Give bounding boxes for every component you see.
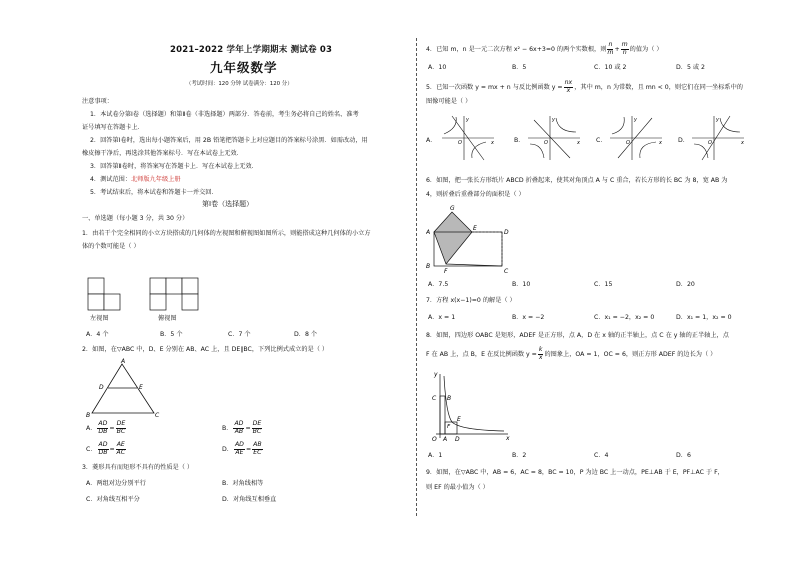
column-divider <box>416 38 417 516</box>
axis-y-label: y <box>552 117 555 123</box>
option-a-letter: A． <box>426 137 437 144</box>
option-a: A．4 个 <box>86 331 109 338</box>
option-d: D．对角线互相垂直 <box>222 496 277 503</box>
cube-face <box>150 278 166 294</box>
q8-figure <box>430 370 512 444</box>
label-b: B <box>86 412 91 418</box>
hyperbola-branch <box>720 118 740 132</box>
part-title: 一、单选题（每小题 3 分，共 30 分） <box>82 215 189 222</box>
option-c: C．x₁ = −2，x₂ = 0 <box>594 314 655 321</box>
label-c: C <box>432 395 437 402</box>
q6-stem: 4，则折叠后重叠部分的面积是（ ） <box>426 191 525 198</box>
note-line: 橡皮擦干净后，再选涂其他答案标号．写在本试卷上无效． <box>82 150 243 157</box>
cube-face <box>182 278 198 294</box>
q3-stem: 3．菱形具有而矩形不具有的性质是（ ） <box>82 464 194 471</box>
label-g: G <box>450 205 455 212</box>
label-o: O <box>432 436 437 443</box>
label-a: A <box>426 229 431 236</box>
option-b-letter: B． <box>514 137 525 144</box>
axis-x-label: x <box>659 140 662 146</box>
label-b: B <box>447 395 452 402</box>
option-b: B．对角线相等 <box>222 480 264 487</box>
q1-figure <box>86 276 236 314</box>
option-c: C．4 <box>594 452 609 459</box>
axis-y-label: y <box>634 117 637 123</box>
q4-stem: 4．已知 m，n 是一元二次方程 x² − 6x+3=0 的两个实数根，则 $\frac{n}{m}$ + $\frac{m}{n}$ 的值为（ ） <box>426 41 663 56</box>
hyperbola-branch <box>694 144 708 158</box>
label-y: y <box>434 371 438 378</box>
option-d: D．20 <box>676 281 695 288</box>
label-a: A <box>121 358 126 365</box>
q8-stem: 8．如图，四边形 OABC 是矩形，ADEF 是正方形，点 A，D 在 x 轴的正半轴上，点 C 在 y 轴的正半轴上，点 <box>426 332 729 339</box>
cube-face <box>88 278 104 294</box>
cube-face <box>182 294 198 310</box>
option-a: A．10 <box>428 64 447 71</box>
q9-stem: 9．如图，在▽ABC 中，AB = 6，AC = 8，BC = 10，P 为边 BC 上一动点，PE⊥AB 于 E，PF⊥AC 于 F， <box>426 469 724 476</box>
label-d: D <box>504 229 509 236</box>
label-c: C <box>504 268 509 274</box>
axis-x-label: x <box>577 140 580 146</box>
axis-x-label: x <box>491 140 494 146</box>
label-c: C <box>155 412 160 418</box>
label-e: E <box>473 225 477 232</box>
line-graph <box>534 120 570 158</box>
axis-x-label: x <box>741 140 744 146</box>
option-a: A．1 <box>428 452 443 459</box>
option-d-letter: D． <box>678 137 689 144</box>
option-b: B．10 <box>512 281 531 288</box>
option-d: D．8 个 <box>294 331 318 338</box>
label-d: D <box>455 436 460 443</box>
q5-graph-c <box>606 114 666 162</box>
origin-label: O <box>708 140 712 146</box>
option-d: D．x₁ = 1，x₂ = 0 <box>676 314 732 321</box>
option-a: A． $\frac{AD}{DB}$ = $\frac{DE}{BC}$ <box>86 420 126 435</box>
option-a: A．x = 1 <box>428 314 456 321</box>
option-b: B．2 <box>512 452 527 459</box>
hyperbola-branch <box>556 118 576 132</box>
q6-stem: 6．如图，把一张长方形纸片 ABCD 折叠起来，使其对角顶点 A 与 C 重合，若长方形的长 BC 为 8，宽 AB 为 <box>426 177 728 184</box>
q2-triangle-figure <box>86 358 168 418</box>
label-d: D <box>99 384 104 391</box>
q1-left-view-caption: 左视图 <box>90 315 109 322</box>
q5-graph-b <box>524 114 584 162</box>
q1-stem: 1．由若干个完全相同的小立方块搭成的几何体的左视图和俯视图如图所示，则能搭成这种几何体的小立方 <box>82 230 371 237</box>
hyperbola-branch <box>472 142 486 158</box>
label-x: x <box>506 435 510 442</box>
label-a: A <box>443 436 448 443</box>
option-c: C． $\frac{AD}{DB}$ = $\frac{AE}{AC}$ <box>86 441 126 456</box>
cube-face <box>88 294 104 310</box>
hyperbola-branch <box>530 144 544 158</box>
note-line <box>90 176 181 184</box>
option-b: B． $\frac{AD}{AB}$ = $\frac{DE}{BC}$ <box>222 420 262 435</box>
option-c: C．7 个 <box>228 331 251 338</box>
option-d: D．5 或 2 <box>676 64 705 71</box>
option-c: C．15 <box>594 281 613 288</box>
note-line: 5．考试结束后，将本试卷和答题卡一并交回． <box>90 189 218 196</box>
label-e: E <box>457 416 461 423</box>
label-b: B <box>426 263 431 270</box>
option-d: D．6 <box>676 452 691 459</box>
section-title: 第Ⅰ卷（选择题） <box>202 200 254 208</box>
hyperbola-branch <box>640 142 656 158</box>
q5-graph-a <box>438 114 498 162</box>
origin-label: O <box>458 140 462 146</box>
cube-face <box>104 294 120 310</box>
q5-stem: 5．已知一次函数 y = mx + n 与反比例函数 y = $\frac{nx}{x}$ ，其中 m，n 为常数，且 mn < 0，则它们在同一坐标系中的 <box>426 79 743 94</box>
option-b: B．5 个 <box>160 331 183 338</box>
option-c: C．对角线互相平分 <box>86 496 140 503</box>
note-line: 1．本试卷分第Ⅰ卷（选择题）和第Ⅱ卷（非选择题）两部分．答卷前，考生务必将自己的姓名、准考 <box>90 111 359 118</box>
axis-y-label: y <box>466 117 469 123</box>
origin-label: O <box>626 140 630 146</box>
note-range-label: 4．测试范围： <box>90 176 132 183</box>
q1-top-view-caption: 俯视图 <box>158 315 177 322</box>
origin-label: O <box>544 140 548 146</box>
overlap-region <box>434 212 472 264</box>
axis-y-label: y <box>716 117 719 123</box>
option-b: B．5 <box>512 64 527 71</box>
rectangle-oabc <box>440 396 445 434</box>
note-line: 3．回答第Ⅱ卷时，将答案写在答题卡上．写在本试卷上无效． <box>90 163 258 170</box>
q6-fold-figure <box>426 204 516 274</box>
q8-stem: F 在 AB 上，点 B，E 在反比例函数 y = $\frac{k}{x}$ 的图象上，OA = 1，OC = 6，则正方形 ADEF 的边长为（ ） <box>426 346 717 361</box>
q2-stem: 2．如图，在▽ABC 中，D、E 分别在 AB、AC 上，且 DE∥BC，下列比例式成立的是（ ） <box>82 346 329 353</box>
note-line: 2．回答第Ⅰ卷时，选出每小题答案后，用 2B 铅笔把答题卡上对应题目的答案标号涂黑．如需改动，用 <box>90 137 368 144</box>
subject-title: 九年级数学 <box>210 60 278 75</box>
option-d: D． $\frac{AD}{AE}$ = $\frac{AB}{EC}$ <box>222 441 262 456</box>
note-range-value: 北师版九年级上册 <box>131 176 181 183</box>
cube-face <box>150 294 166 310</box>
exam-meta: （考试时间：120 分钟 试卷满分：120 分） <box>186 81 293 87</box>
option-a: A．两组对边分别平行 <box>86 480 146 487</box>
label-f: F <box>447 424 451 430</box>
hyperbola-curve <box>444 376 504 431</box>
q1-stem: 体的个数可能是（ ） <box>82 243 140 250</box>
notes-title: 注意事项： <box>82 98 113 105</box>
exam-title: 2021–2022 学年上学期期末 测试卷 03 <box>170 45 333 55</box>
q9-stem: 则 EF 的最小值为（ ） <box>426 484 489 491</box>
cube-face <box>166 278 182 294</box>
option-b: B．x = −2 <box>512 314 545 321</box>
label-f: F <box>444 268 448 274</box>
q5-stem: 图像可能是（ ） <box>426 98 472 105</box>
q7-stem: 7．方程 x(x−1)=0 的解是（ ） <box>426 297 516 304</box>
hyperbola-branch <box>612 117 624 134</box>
option-c: C．10 或 2 <box>594 64 627 71</box>
label-e: E <box>139 384 143 391</box>
q5-graph-d <box>688 114 748 162</box>
option-a: A．7.5 <box>428 281 449 288</box>
option-c-letter: C． <box>596 137 607 144</box>
note-line: 证号填写在答题卡上． <box>82 124 144 131</box>
